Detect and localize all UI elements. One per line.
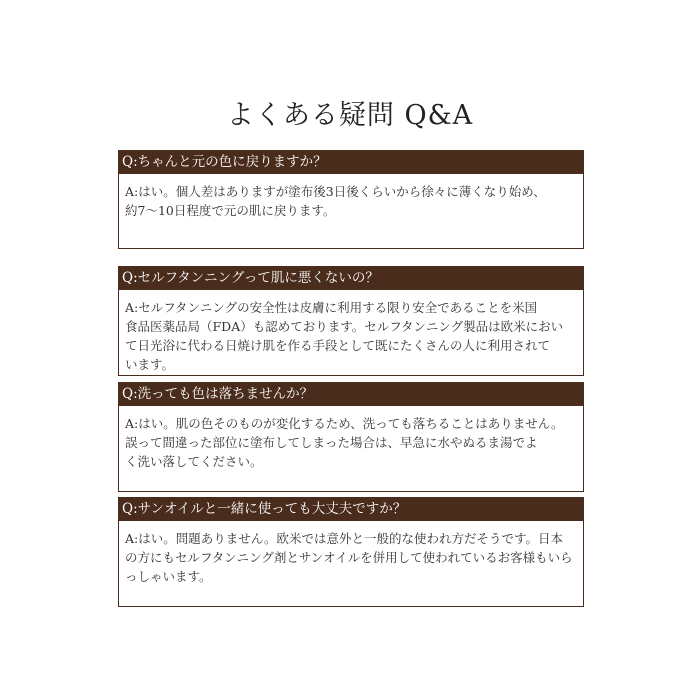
- qa-item: [118, 266, 584, 376]
- qa-item: [118, 382, 584, 492]
- answer-box: [118, 290, 584, 376]
- answer-line: て日光浴に代わる日焼け肌を作る手段として既にたくさんの人に利用されて: [125, 338, 551, 353]
- question-bar: Q:洗っても色は落ちませんか？: [118, 382, 584, 406]
- question-bar: Q:サンオイルと一緒に使っても大丈夫ですか？: [118, 497, 584, 521]
- question-bar: Q:セルフタンニングって肌に悪くないの？: [118, 266, 584, 290]
- qa-item: [118, 497, 584, 607]
- answer-line: っしゃいます。: [125, 569, 212, 584]
- answer-line: A:はい。問題ありません。欧米では意外と一般的な使われ方だそうです。日本: [125, 531, 563, 546]
- question-bar: Q:ちゃんと元の色に戻りますか？: [118, 150, 584, 174]
- qa-item: [118, 150, 584, 249]
- answer-line: 約7～10日程度で元の肌に戻ります。: [125, 203, 336, 218]
- answer-line: A:はい。肌の色そのものが変化するため、洗っても落ちることはありません。: [125, 416, 564, 431]
- answer-line: 食品医薬品局（FDA）も認めております。セルフタンニング製品は欧米におい: [125, 319, 564, 334]
- answer-line: A:セルフタンニングの安全性は皮膚に利用する限り安全であることを米国: [125, 300, 538, 315]
- answer-line: く洗い落してください。: [125, 454, 263, 469]
- answer-box: [118, 406, 584, 492]
- answer-line: 誤って間違った部位に塗布してしまった場合は、早急に水やぬるま湯でよ: [125, 435, 538, 450]
- page-title: よくある疑問 Q&A: [226, 100, 474, 131]
- answer-box: [118, 174, 584, 249]
- answer-line: います。: [125, 357, 175, 372]
- answer-box: [118, 521, 584, 607]
- answer-line: の方にもセルフタンニング剤とサンオイルを併用して使われているお客様もいら: [125, 550, 573, 565]
- answer-line: A:はい。個人差はありますが塗布後3日後くらいから徐々に薄くなり始め、: [125, 184, 546, 199]
